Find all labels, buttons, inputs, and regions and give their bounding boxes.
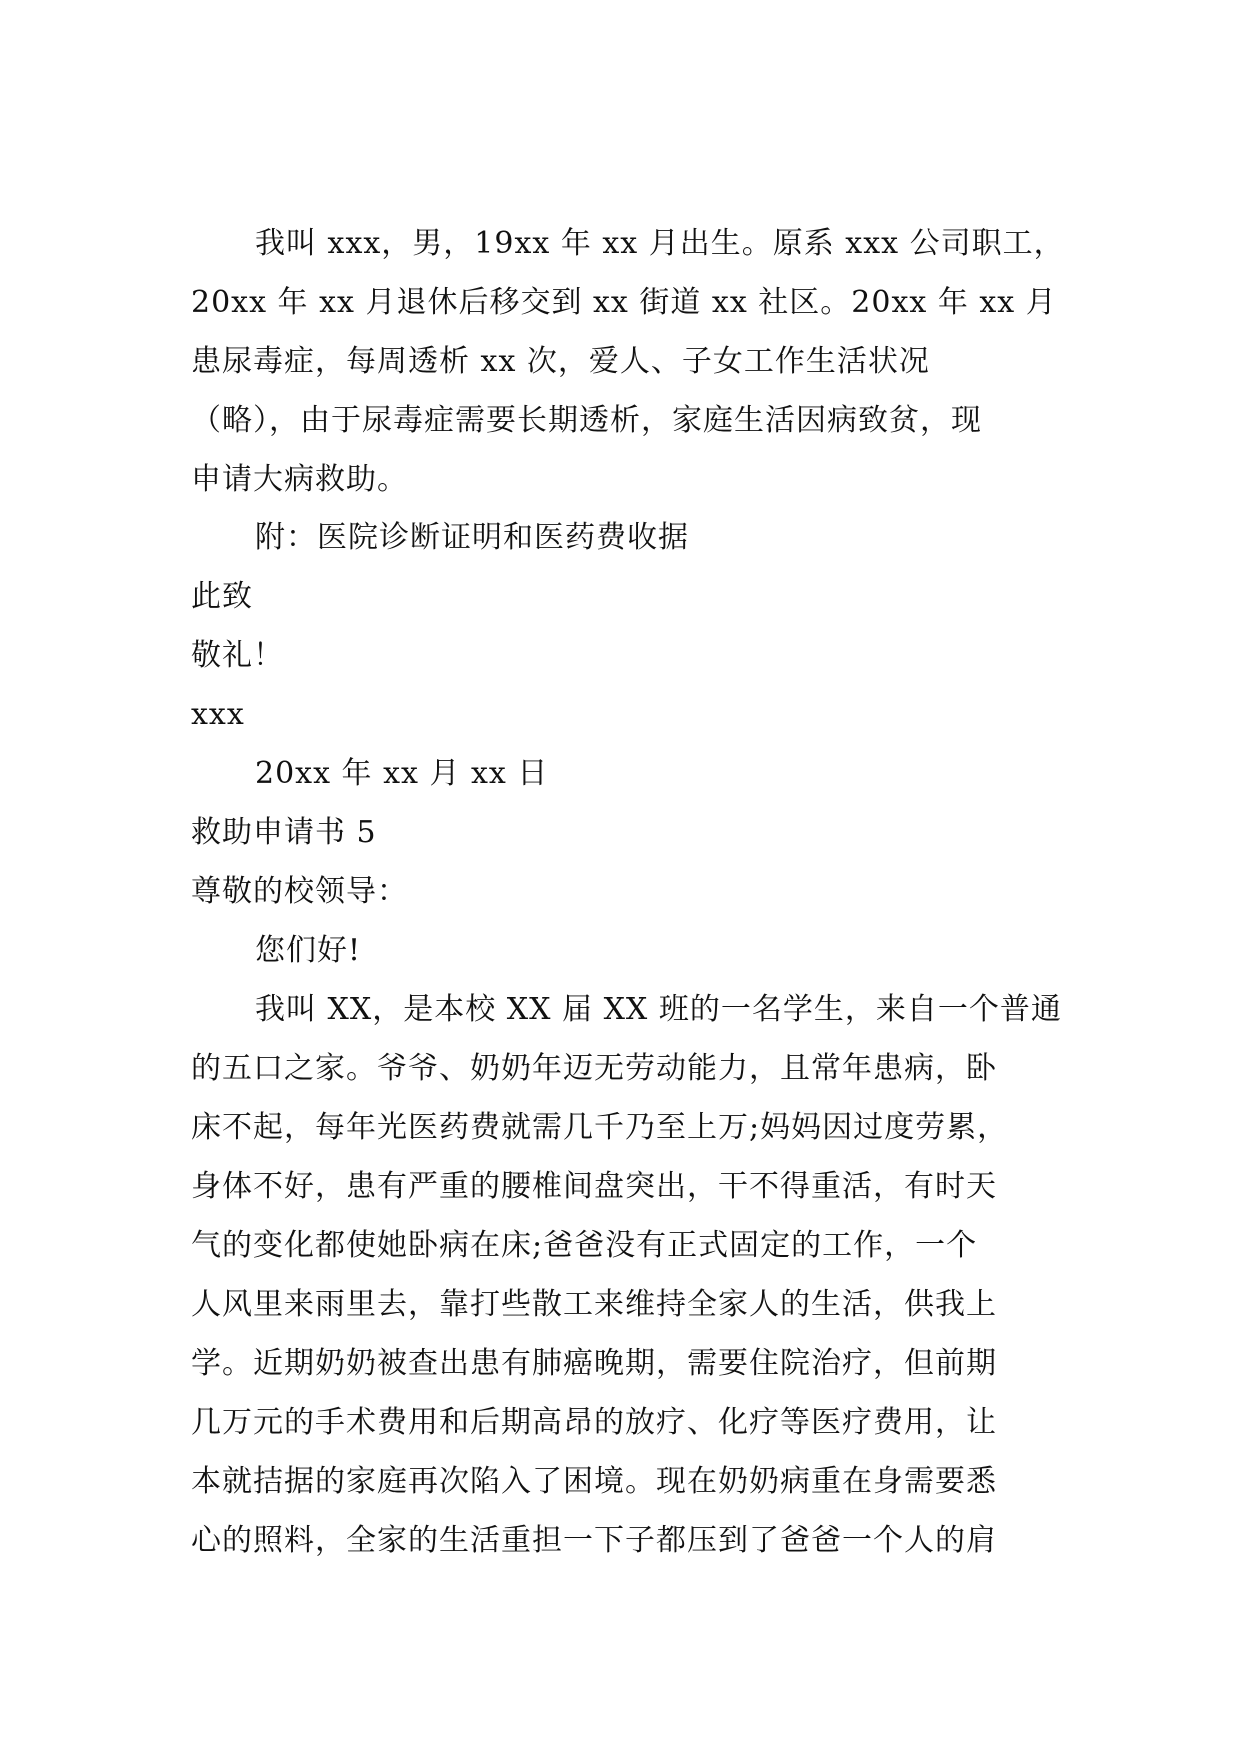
paragraph-application-2: [191, 980, 1071, 1570]
paragraph-application-1: [191, 214, 1071, 509]
paragraph-line: 人风里来雨里去，靠打些散工来维持全家人的生活，供我上: [191, 1287, 997, 1322]
paragraph-line: 心的照料，全家的生活重担一下子都压到了爸爸一个人的肩: [191, 1523, 997, 1558]
signature: [191, 685, 1071, 744]
attachment-note: [191, 508, 1071, 567]
closing-line-2: [191, 626, 1071, 685]
closing-line-1: [191, 567, 1071, 626]
paragraph-line: 学。近期奶奶被查出患有肺癌晚期，需要住院治疗，但前期: [191, 1346, 997, 1381]
paragraph-line: 床不起，每年光医药费就需几千乃至上万;妈妈因过度劳累，: [191, 1110, 1009, 1145]
greeting-text: 您们好!: [255, 933, 362, 968]
paragraph-line: 20xx 年 xx 月退休后移交到 xx 街道 xx 社区。20xx 年 xx 月: [191, 285, 1057, 320]
signature-text: xxx: [191, 697, 245, 732]
date-line: [191, 744, 1071, 803]
greeting: [191, 921, 1071, 980]
paragraph-line: 几万元的手术费用和后期高昂的放疗、化疗等医疗费用，让: [191, 1405, 997, 1440]
paragraph-line: 患尿毒症，每周透析 xx 次，爱人、子女工作生活状况: [191, 344, 930, 379]
paragraph-line: 我叫 XX，是本校 XX 届 XX 班的一名学生，来自一个普通: [255, 992, 1062, 1027]
section-title: [191, 803, 1071, 862]
closing-text-2: 敬礼！: [191, 638, 284, 673]
paragraph-line: 我叫 xxx，男，19xx 年 xx 月出生。原系 xxx 公司职工，: [255, 226, 1065, 261]
closing-text-1: 此致: [191, 579, 253, 614]
paragraph-line: 气的变化都使她卧病在床;爸爸没有正式固定的工作，一个: [191, 1228, 978, 1263]
attachment-line: 附：医院诊断证明和医药费收据: [255, 520, 689, 555]
paragraph-line: 身体不好，患有严重的腰椎间盘突出，干不得重活，有时天: [191, 1169, 997, 1204]
salutation: [191, 862, 1071, 921]
date-text: 20xx 年 xx 月 xx 日: [255, 756, 549, 791]
paragraph-line: 申请大病救助。: [191, 462, 408, 497]
paragraph-line: 本就拮据的家庭再次陷入了困境。现在奶奶病重在身需要悉: [191, 1464, 997, 1499]
paragraph-line: （略），由于尿毒症需要长期透析，家庭生活因病致贫，现: [191, 403, 982, 438]
section-title-text: 救助申请书 5: [191, 815, 377, 850]
paragraph-line: 的五口之家。爷爷、奶奶年迈无劳动能力，且常年患病，卧: [191, 1051, 997, 1086]
salutation-text: 尊敬的校领导：: [191, 874, 408, 909]
